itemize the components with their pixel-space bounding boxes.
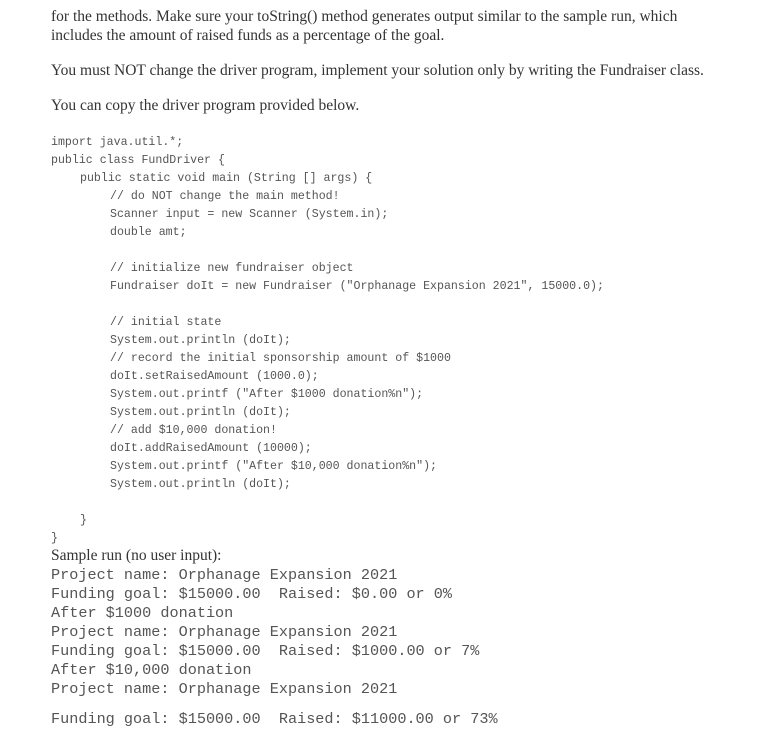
code-line: import java.util.*;	[51, 136, 184, 149]
code-line: doIt.setRaisedAmount (1000.0);	[110, 370, 319, 383]
code-closing-brace: }	[80, 514, 87, 527]
sample-run-heading: Sample run (no user input):	[51, 547, 222, 564]
code-line: doIt.addRaisedAmount (10000);	[110, 442, 312, 455]
intro-text-line-2: includes the amount of raised funds as a percentage of the goal.	[51, 27, 445, 44]
sample-output-line: After $1000 donation	[51, 604, 234, 622]
code-comment: // add $10,000 donation!	[110, 424, 277, 437]
sample-output-line: Funding goal: $15000.00 Raised: $1000.00 or 7%	[51, 642, 480, 660]
code-line: Scanner input = new Scanner (System.in);	[110, 208, 389, 221]
code-line: System.out.println (doIt);	[110, 334, 291, 347]
code-line: System.out.printf ("After $10,000 donation%n");	[110, 460, 437, 473]
code-line: System.out.println (doIt);	[110, 406, 291, 419]
code-line: public static void main (String [] args) {	[80, 172, 373, 185]
code-comment: // initialize new fundraiser object	[110, 262, 354, 275]
sample-output-line: Project name: Orphanage Expansion 2021	[51, 623, 398, 641]
instruction-text: You must NOT change the driver program, implement your solution only by writing the Fundraiser class.	[51, 62, 704, 79]
code-line: public class FundDriver {	[51, 154, 225, 167]
sample-output-line: Funding goal: $15000.00 Raised: $11000.00 or 73%	[51, 710, 498, 728]
code-closing-brace: }	[51, 532, 58, 545]
sample-output-line: Project name: Orphanage Expansion 2021	[51, 566, 398, 584]
code-line: System.out.printf ("After $1000 donation%n");	[110, 388, 424, 401]
code-line: System.out.println (doIt);	[110, 478, 291, 491]
code-line: double amt;	[110, 226, 187, 239]
code-comment: // do NOT change the main method!	[110, 190, 340, 203]
code-line: Fundraiser doIt = new Fundraiser ("Orphanage Expansion 2021", 15000.0);	[110, 280, 604, 293]
intro-text-line-1: for the methods. Make sure your toString() method generates output similar to the sample run, which	[51, 8, 678, 25]
copy-note-text: You can copy the driver program provided below.	[51, 97, 360, 114]
sample-output-line: After $10,000 donation	[51, 661, 252, 679]
sample-output-line: Funding goal: $15000.00 Raised: $0.00 or 0%	[51, 585, 453, 603]
sample-output-line: Project name: Orphanage Expansion 2021	[51, 680, 398, 698]
code-comment: // record the initial sponsorship amount of $1000	[110, 352, 451, 365]
code-comment: // initial state	[110, 316, 222, 329]
